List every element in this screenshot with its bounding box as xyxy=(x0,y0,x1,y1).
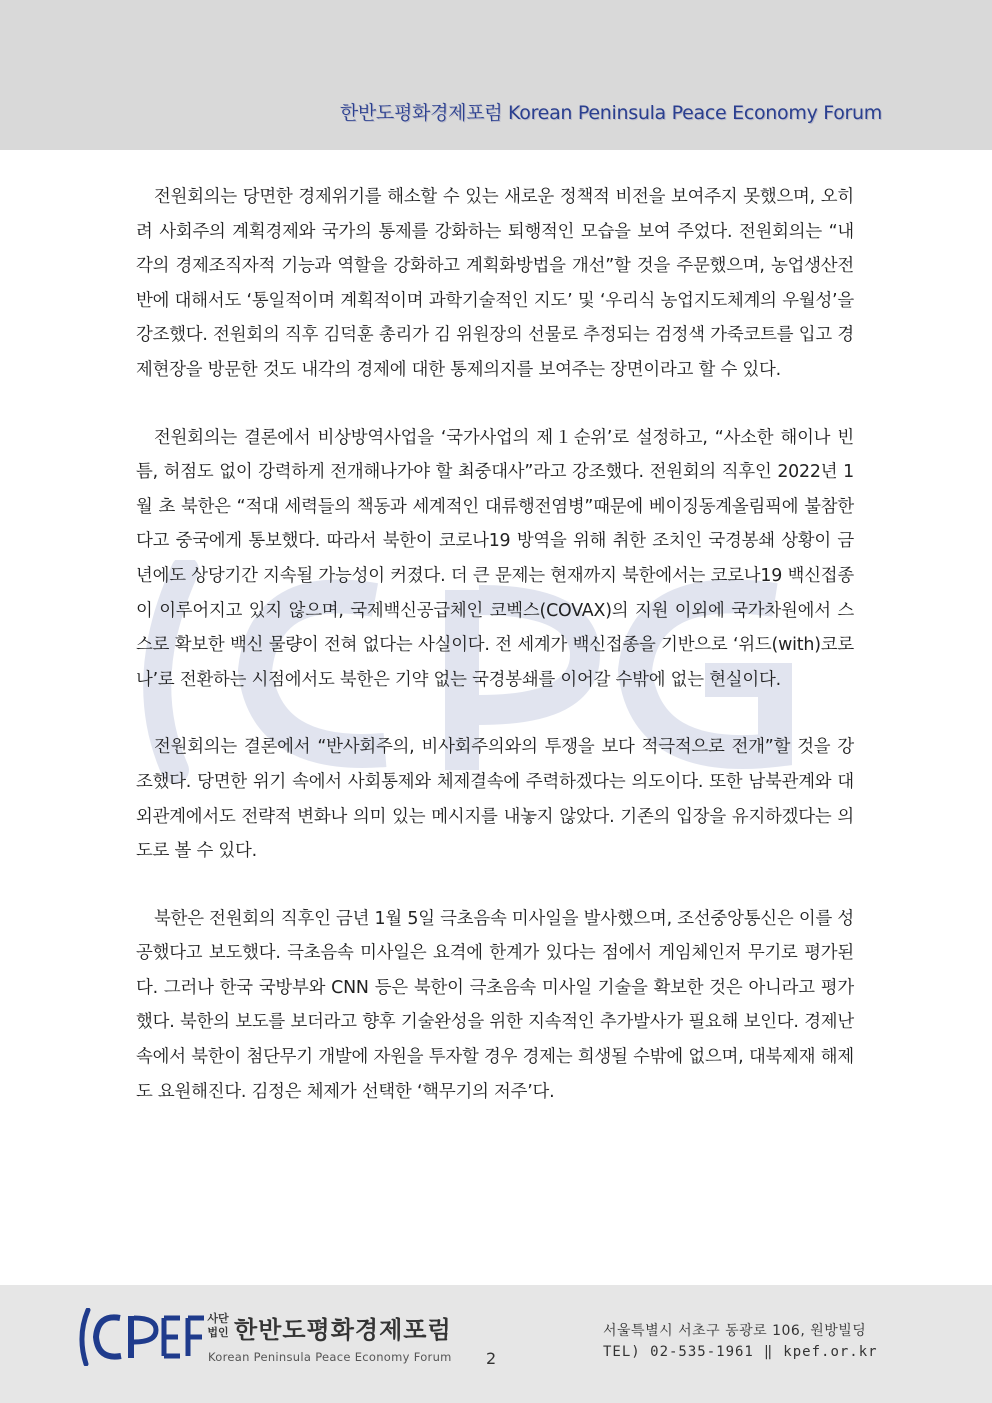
page-header xyxy=(0,0,992,150)
paragraph: 전원회의는 결론에서 비상방역사업을 ‘국가사업의 제１순위’로 설정하고, “사소한 해이나 빈틈, 허점도 없이 강력하게 전개해나가야 할 최중대사”라고 강조했다. 전원회의 직후인 2022년 1월 초 북한은 “적대 세력들의 책동과 세계적인 대류행전염병”때문에 베이징동계올림픽에 불참한다고 중국에게 통보했다. 따라서 북한이 코로나19 방역을 위해 취한 조치인 국경봉쇄 상황이 금년에도 상당기간 지속될 가능성이 커졌다. 더 큰 문제는 현재까지 북한에서는 코로나19 백신접종이 이루어지고 있지 않으며, 국제백신공급체인 코벡스(COVAX)의 지원 이외에 국가차원에서 스스로 확보한 백신 물량이 전혀 없다는 사실이다. 전 세계가 백신접종을 기반으로 ‘위드(with)코로나’로 전환하는 시점에서도 북한은 기약 없는 국경봉쇄를 이어갈 수밖에 없는 현실이다. xyxy=(136,427,854,690)
page-number: 2 xyxy=(486,1349,497,1368)
page-footer xyxy=(0,1285,992,1403)
footer-tel: TEL) 02-535-1961 xyxy=(603,1344,754,1360)
paragraph: 북한은 전원회의 직후인 금년 1월 5일 극초음속 미사일을 발사했으며, 조선중앙통신은 이를 성공했다고 보도했다. 극초음속 미사일은 요격에 한계가 있다는 점에서 게임체인저 무기로 평가된다. 그러나 한국 국방부와 CNN 등은 북한이 극초음속 미사일 기술을 확보한 것은 아니라고 평가했다. 북한의 보도를 보더라고 향후 기술완성을 위한 지속적인 추가발사가 필요해 보인다. 경제난 속에서 북한이 첨단무기 개발에 자원을 투자할 경우 경제는 희생될 수밖에 없으며, 대북제재 해제도 요원해진다. 김정은 체제가 선택한 ‘핵무기의 저주’다. xyxy=(136,908,854,1102)
footer-contact xyxy=(603,1344,878,1360)
paragraph: 전원회의는 결론에서 “반사회주의, 비사회주의와의 투쟁을 보다 적극적으로 전개”할 것을 강조했다. 당면한 위기 속에서 사회통제와 체제결속에 주력하겠다는 의도이다. 또한 남북관계와 대외관계에서도 전략적 변화나 의미 있는 메시지를 내놓지 않았다. 기존의 입장을 유지하겠다는 의도로 볼 수 있다. xyxy=(136,737,854,862)
org-name-english: Korean Peninsula Peace Economy Forum xyxy=(208,1350,452,1364)
header-title: 한반도평화경제포럼 Korean Peninsula Peace Economy Forum xyxy=(339,102,882,124)
org-name: 한반도평화경제포럼 xyxy=(234,1316,452,1344)
paragraph: 전원회의는 당면한 경제위기를 해소할 수 있는 새로운 정책적 비전을 보여주지 못했으며, 오히려 사회주의 계획경제와 국가의 통제를 강화하는 퇴행적인 모습을 보여 주었다. 전원회의는 “내각의 경제조직자적 기능과 역할을 강화하고 계획화방법을 개선”할 것을 주문했으며, 농업생산전반에 대해서도 ‘통일적이며 계획적이며 과학기술적인 지도’ 및 ‘우리식 농업지도체계의 우월성’을 강조했다. 전원회의 직후 김덕훈 총리가 김 위원장의 선물로 추정되는 검정색 가죽코트를 입고 경제현장을 방문한 것도 내각의 경제에 대한 통제의지를 보여주는 장면이라고 할 수 있다. xyxy=(136,187,854,380)
org-prefix: 사단법인 xyxy=(207,1312,229,1339)
footer-separator: ‖ xyxy=(763,1344,774,1360)
kpef-logo xyxy=(76,1308,206,1366)
footer-website[interactable]: kpef.or.kr xyxy=(783,1344,878,1360)
article-body xyxy=(136,180,854,1142)
footer-address: 서울특별시 서초구 동광로 106, 원방빌딩 xyxy=(603,1323,867,1339)
